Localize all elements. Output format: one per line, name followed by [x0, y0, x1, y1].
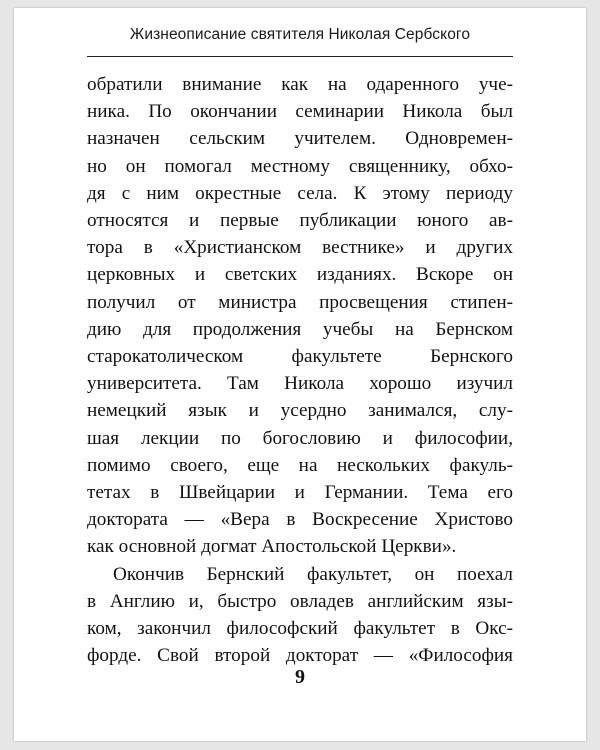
text-line: дию для продолжения учебы на Бернском: [87, 318, 513, 340]
text-line: дя с ним окрестные села. К этому периоду: [87, 182, 513, 204]
text-line: получил от министра просвещения стипен-: [87, 291, 513, 313]
text-line: ника. По окончании семинарии Никола был: [87, 101, 513, 123]
running-head: Жизнеописание святителя Николая Сербского: [129, 26, 471, 43]
text-line: тетах в Швейцарии и Германии. Тема его: [87, 482, 513, 504]
text-line: университета. Там Никола хорошо изучил: [87, 373, 513, 395]
text-line: шая лекции по богословию и философии,: [87, 427, 513, 449]
text-line: помимо своего, еще на нескольких факуль-: [87, 454, 513, 476]
text-line: церковных и светских изданиях. Вскоре он: [87, 264, 513, 286]
text-line: форде. Свой второй докторат — «Философия: [87, 645, 513, 667]
text-line: как основной догмат Апостольской Церкви».: [87, 536, 457, 558]
text-line: но он помогал местному священнику, обхо-: [87, 155, 513, 177]
text-line: назначен сельским учителем. Одновремен-: [87, 128, 513, 150]
text-line: старокатолическом факультете Бернского: [87, 346, 513, 368]
paragraph-1: [87, 71, 513, 561]
text-line: немецкий язык и усердно занимался, слу-: [87, 400, 513, 422]
header-rule: [87, 56, 513, 57]
text-line: ком, закончил философский факультет в Окс-: [87, 618, 513, 640]
text-line: обратили внимание как на одаренного уче-: [87, 74, 513, 95]
text-line: Окончив Бернский факультет, он поехал: [113, 563, 513, 585]
text-line: относятся и первые публикации юного ав-: [87, 210, 513, 232]
text-line: доктората — «Вера в Воскресение Христово: [87, 509, 513, 531]
text-line: тора в «Христианском вестнике» и других: [87, 237, 513, 259]
body-text: [87, 71, 513, 669]
paragraph-2: [87, 561, 513, 670]
page-number: 9: [295, 666, 305, 688]
book-page: [14, 8, 586, 741]
text-line: в Англию и, быстро овладев английским язы-: [87, 590, 513, 612]
